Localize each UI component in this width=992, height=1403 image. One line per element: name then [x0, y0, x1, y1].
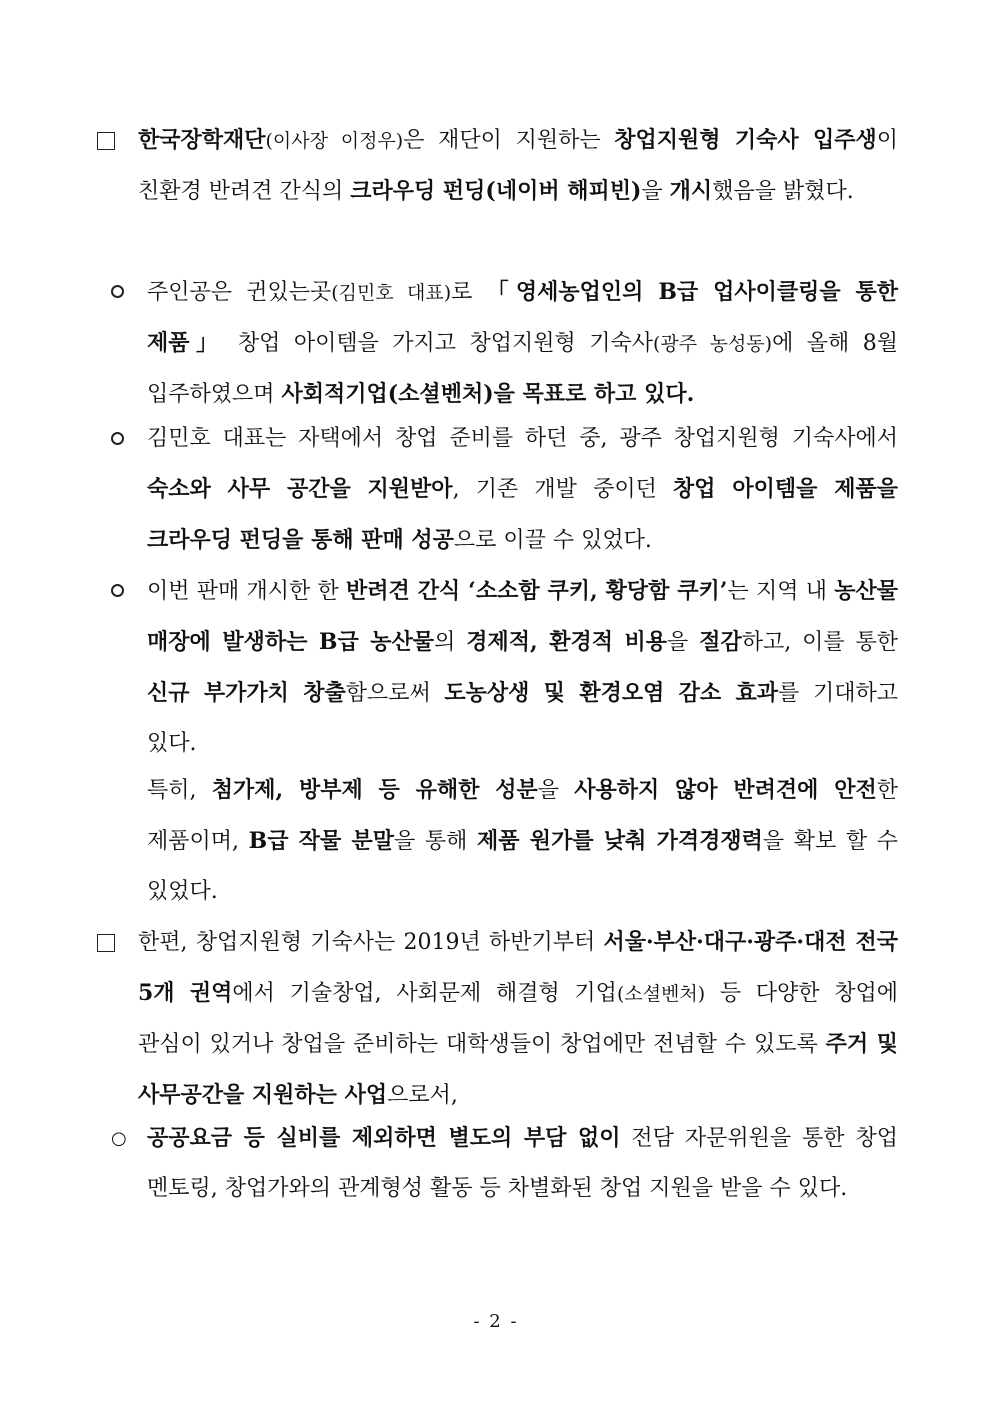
- bullet1-text-run: 창업 아이템을 가지고 창업지원형 기숙사: [224, 331, 653, 356]
- bullet3-text-run: 도농상생 및 환경오염 감소 효과: [444, 680, 779, 706]
- bullet1-text-run: 사회적기업(소셜벤처)을 목표로 하고 있다.: [281, 381, 695, 407]
- bullet3-text-run: 하고, 이를 통한: [741, 630, 899, 655]
- bullet3-text-run: 반려견 간식 ‘소소함 쿠키, 황당함 쿠키’: [346, 578, 728, 604]
- section1-text-run: (이사장 이정우): [265, 130, 404, 152]
- bullet3-text-run: 를 기대하고 있다.: [147, 681, 898, 756]
- section2-text-run: 으로서,: [387, 1083, 458, 1108]
- bullet2-text-run: , 기존 개발 중이던: [452, 477, 674, 502]
- bullet3-text-run: 함으로써: [345, 681, 445, 706]
- bullet2-text-run: 으로 이끌 수 있었다.: [453, 528, 652, 553]
- small-circle-bullet-icon: ○: [111, 1128, 127, 1149]
- page-number: - 2 -: [473, 1311, 519, 1332]
- section2-text-run: 서울·부산·대구·광주·대전 전국 5개 권역: [138, 929, 898, 1006]
- bullet-3-paragraph: [147, 566, 898, 769]
- note-text-run: 을 통해: [394, 829, 478, 854]
- section1-text-run: 은 재단이 지원하는: [403, 128, 615, 153]
- section1-text-run: 이 친환경 반려견 간식의: [138, 128, 898, 204]
- bullet1-text-run: 로: [451, 280, 487, 305]
- section-2-paragraph: [138, 917, 898, 1121]
- note-text-run: 사용하지 않아 반려견에 안전: [574, 777, 877, 803]
- circle-bullet-icon: [111, 584, 124, 597]
- note-text-run: B급 작물 분말: [248, 828, 395, 854]
- bullet4-text-run: 공공요금 등 실비를 제외하면 별도의 부담 없이: [147, 1125, 621, 1151]
- bullet1-text-run: (광주 농성동): [652, 333, 773, 355]
- note-text-run: 을: [537, 778, 575, 803]
- bullet3-text-run: 절감: [699, 629, 742, 655]
- section1-text-run: 크라우딩 펀딩(네이버 해피빈): [350, 178, 642, 204]
- bullet2-text-run: 창업 아이템을 제품을 크라우딩 펀딩을 통해 판매 성공: [147, 476, 898, 553]
- section2-text-run: 등 다양한 창업에 관심이 있거나 창업을 준비하는 대학생들이 창업에만 전념할 수 있도록: [138, 981, 898, 1057]
- bullet3-text-run: 경제적, 환경적 비용: [466, 629, 668, 655]
- bullet-2-paragraph: [147, 414, 898, 566]
- bullet3-text-run: 신규 부가가치 창출: [147, 680, 346, 706]
- section1-text-run: 개시: [669, 178, 713, 204]
- section1-text-run: 창업지원형 기숙사 입주생: [614, 127, 877, 153]
- section-1-paragraph: [138, 115, 898, 217]
- section1-text-run: 한국장학재단: [138, 127, 266, 153]
- bullet3-text-run: 는 지역 내: [727, 579, 835, 604]
- bullet1-text-run: 에 올해 8월 입주하였으며: [147, 331, 898, 407]
- bullet1-text-run: 「영세농업인의 B급 업사이클링을 통한 제품」: [147, 279, 899, 356]
- bullet3-text-run: 의: [434, 630, 467, 655]
- bullet3-text-run: 이번 판매 개시한 한: [147, 579, 347, 604]
- section2-text-run: 한편, 창업지원형 기숙사는 2019년 하반기부터: [138, 930, 604, 955]
- bullet-4-paragraph: [147, 1113, 898, 1214]
- bullet2-text-run: 숙소와 사무 공간을 지원받아: [147, 476, 453, 502]
- square-bullet-icon: [97, 934, 115, 952]
- bullet4-text-run: 전담 자문위원을 통한 창업 멘토링, 창업가와의 관계형성 활동 등 차별화된 창업 지원을 받을 수 있다.: [147, 1126, 898, 1201]
- note-text-run: 특히,: [147, 778, 212, 803]
- note-text-run: 제품 원가를 낮춰 가격경쟁력: [477, 828, 763, 854]
- note-text-run: 을 확보 할 수 있었다.: [147, 829, 898, 904]
- bullet-1-paragraph: [147, 267, 898, 420]
- bullet1-text-run: (김민호 대표): [331, 282, 452, 304]
- note-text-run: 첨가제, 방부제 등 유해한 성분: [211, 777, 538, 803]
- section1-text-run: 했음을 밝혔다.: [712, 179, 854, 204]
- section2-text-run: (소셜벤처): [616, 983, 706, 1005]
- bullet3-text-run: 을: [667, 630, 700, 655]
- bullet2-text-run: 김민호 대표는 자택에서 창업 준비를 하던 중, 광주 창업지원형 기숙사에서: [147, 426, 898, 451]
- bullet3-text-run: 농산물 매장에 발생하는 B급 농산물: [147, 578, 898, 655]
- note-paragraph: [147, 765, 898, 917]
- section2-text-run: 주거 및 사무공간을 지원하는 사업: [138, 1031, 899, 1108]
- section2-text-run: 에서 기술창업, 사회문제 해결형 기업: [232, 981, 617, 1006]
- circle-bullet-icon: [111, 285, 124, 298]
- square-bullet-icon: [97, 132, 115, 150]
- circle-bullet-icon: [111, 432, 124, 445]
- note-text-run: 한 제품이며,: [147, 778, 899, 854]
- section1-text-run: 을: [641, 179, 670, 204]
- bullet1-text-run: 주인공은 귄있는곳: [147, 280, 332, 305]
